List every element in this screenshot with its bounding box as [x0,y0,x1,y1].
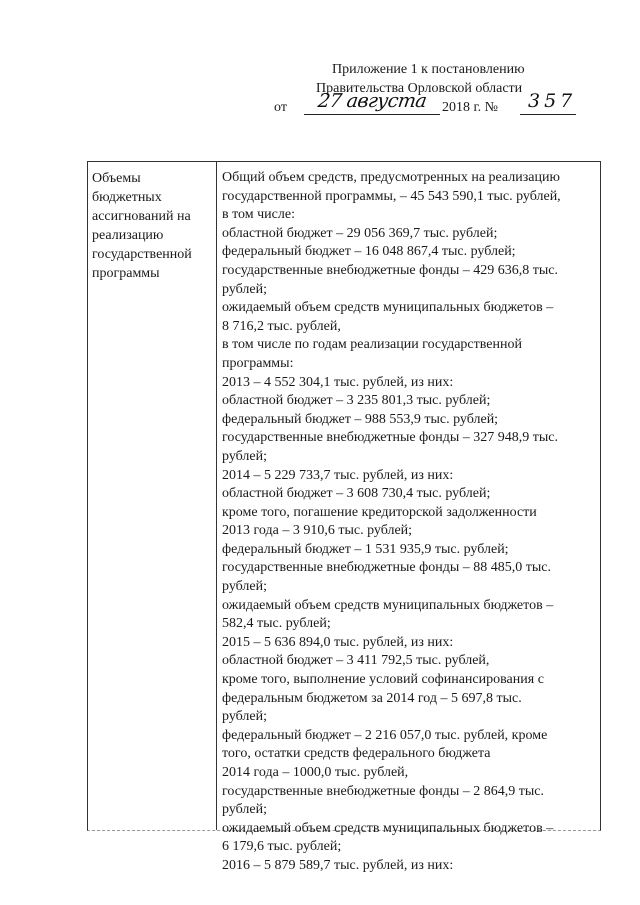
right-cell-line: федеральным бюджетом за 2014 год – 5 697,8 тыс. [222,690,522,706]
column-divider [216,162,217,830]
right-cell-line: 2016 – 5 879 589,7 тыс. рублей, из них: [222,857,454,873]
right-cell-line: 2014 года – 1000,0 тыс. рублей, [222,765,409,780]
right-cell-line: ожидаемый объем средств муниципальных бюджетов – [222,820,554,836]
date-number-line [274,90,594,120]
right-cell-line: 8 716,2 тыс. рублей, [222,318,341,334]
left-cell-line: реализацию [92,228,164,243]
from-label: от [274,100,287,115]
issuer-line: Правительства Орловской области [316,81,523,96]
right-cell-line: в том числе по годам реализации государственной [222,337,522,353]
right-cell-line: государственной программы, – 45 543 590,1 тыс. рублей, [222,188,561,204]
handwritten-date: 27 августа [316,90,428,112]
handwritten-number: 357 [528,90,577,112]
right-cell-line: федеральный бюджет – 988 553,9 тыс. рублей; [222,411,499,427]
right-cell-line: ожидаемый объем средств муниципальных бюджетов – [222,597,554,613]
right-cell-line: областной бюджет – 3 608 730,4 тыс. рублей; [222,486,491,502]
right-cell-line: в том числе: [222,207,295,223]
right-cell-line: федеральный бюджет – 2 216 057,0 тыс. рублей, кроме [222,727,548,743]
right-cell-line: Общий объем средств, предусмотренных на реализацию [222,170,560,185]
right-cell-line: кроме того, погашение кредиторской задолженности [222,504,537,520]
year-number-label: 2018 г. № [442,100,499,115]
right-cell-line: 2014 – 5 229 733,7 тыс. рублей, из них: [222,467,454,483]
right-cell-line: 2013 – 4 552 304,1 тыс. рублей, из них: [222,374,454,390]
right-cell-line: государственные внебюджетные фонды – 2 864,9 тыс. [222,783,544,799]
right-cell-line: рублей; [222,579,267,595]
right-cell-line: рублей; [222,281,267,297]
left-cell-line: программы [92,266,160,281]
right-cell-line: ожидаемый объем средств муниципальных бюджетов – [222,300,554,316]
left-cell-line: Объемы [92,171,141,186]
right-cell-line: областной бюджет – 3 235 801,3 тыс. рублей; [222,393,491,409]
appendix-title: Приложение 1 к постановлению [332,62,525,77]
right-cell-line: федеральный бюджет – 16 048 867,4 тыс. рублей; [222,244,516,260]
right-cell-line: областной бюджет – 3 411 792,5 тыс. рублей, [222,653,490,669]
right-cell-line: рублей; [222,448,267,464]
right-cell-line: программы: [222,355,294,371]
number-field [520,92,576,115]
table-right-cell [222,169,598,876]
right-cell-line: государственные внебюджетные фонды – 327 948,9 тыс. [222,430,558,446]
left-cell-line: государственной [92,247,192,262]
right-cell-line: кроме того, выполнение условий софинансирования с [222,672,544,688]
budget-table [87,161,601,873]
right-cell-line: государственные внебюджетные фонды – 429 636,8 тыс. [222,262,558,278]
right-cell-line: 6 179,6 тыс. рублей; [222,839,342,855]
right-cell-line: того, остатки средств федерального бюджета [222,746,491,762]
right-cell-line: рублей; [222,802,267,818]
date-field [304,92,440,115]
left-cell-line: бюджетных [92,190,162,205]
table-left-cell [92,169,214,283]
right-cell-line: областной бюджет – 29 056 369,7 тыс. рублей; [222,225,498,241]
right-cell-line: 2015 – 5 636 894,0 тыс. рублей, из них: [222,634,454,650]
right-cell-line: федеральный бюджет – 1 531 935,9 тыс. рублей; [222,541,509,557]
right-cell-line: 582,4 тыс. рублей; [222,616,331,632]
right-cell-line: государственные внебюджетные фонды – 88 485,0 тыс. [222,560,551,576]
left-cell-line: ассигнований на [92,209,191,224]
right-cell-line: 2013 года – 3 910,6 тыс. рублей; [222,523,413,539]
right-cell-line: рублей; [222,709,267,725]
